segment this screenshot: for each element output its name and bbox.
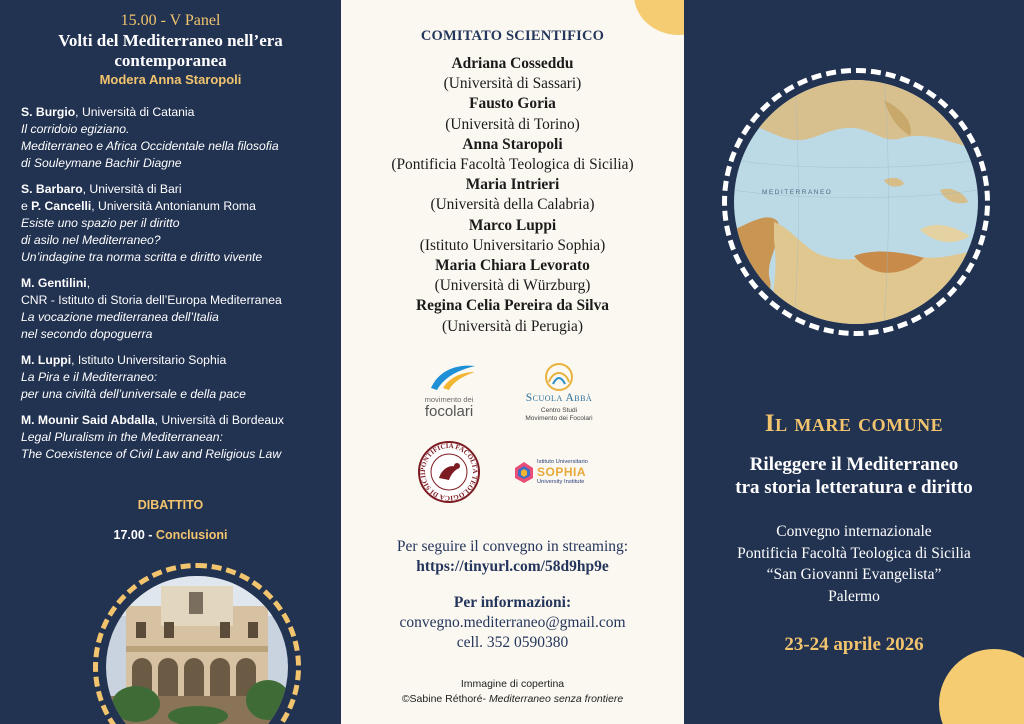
info-label: Per informazioni:	[453, 594, 572, 611]
talk-speaker: P. Cancelli	[31, 199, 92, 213]
sophia-top-text: Istituto Universitario	[537, 459, 588, 465]
focolari-logo	[409, 362, 489, 424]
talk-affiliation: CNR - Istituto di Storia dell’Europa Mediterranea	[21, 293, 282, 307]
pontificia-facolta-seal	[417, 440, 481, 504]
talk-title-line: Un’indagine tra norma scritta e diritto vivente	[21, 250, 263, 264]
sophia-logo	[513, 456, 613, 490]
credit-author: ©Sabine Réthoré-	[401, 693, 489, 705]
talk-affiliation: ,	[86, 276, 91, 290]
map-label: MEDITERRANEO	[762, 189, 833, 196]
talk-speaker: M. Gentilini	[21, 276, 87, 290]
talk-title-line: di asilo nel Mediterraneo?	[21, 233, 161, 247]
talk-affiliation: , Istituto Universitario Sophia	[71, 353, 227, 367]
subtitle-line2: tra storia letteratura e diritto	[735, 477, 973, 498]
talk-affiliation: , Università di Bordeaux	[154, 413, 285, 427]
talk-speaker: S. Burgio	[21, 105, 76, 119]
talk-title-line: Mediterraneo e Africa Occidentale nella filosofia	[21, 139, 279, 153]
scuola-abba-logo	[509, 362, 609, 428]
committee-list	[341, 54, 684, 337]
abba-subtitle: Movimento dei Focolari	[525, 415, 593, 422]
event-dates: 23-24 aprile 2026	[784, 634, 924, 655]
member-affiliation: (Università di Sassari)	[443, 75, 582, 93]
focolari-swoosh-icon	[409, 362, 489, 392]
talk-title-line: Il corridoio egiziano.	[21, 122, 130, 136]
streaming-info	[341, 537, 684, 577]
contact-email[interactable]: convegno.mediterraneo@gmail.com	[399, 614, 626, 631]
talk-title-line: La vocazione mediterranea dell’Italia	[21, 310, 219, 324]
conclusioni-time: 17.00 -	[113, 528, 156, 542]
seal-text: PONTIFICIA FACOLTÀ TEOLOGICA DI SICIL	[418, 441, 480, 503]
event-subtitle	[684, 453, 1024, 499]
committee-heading: COMITATO SCIENTIFICO	[420, 28, 605, 44]
panel-title-line2: contemporanea	[114, 51, 227, 70]
panel-time: 15.00 - V Panel	[120, 12, 221, 29]
member-affiliation: (Università di Torino)	[445, 115, 580, 133]
talk-item	[21, 275, 333, 343]
talk-item	[21, 352, 333, 403]
streaming-label: Per seguire il convegno in streaming:	[396, 538, 629, 555]
talk-affiliation: , Università Antonianum Roma	[91, 199, 256, 213]
panel-title-line1: Volti del Mediterraneo nell’era	[58, 31, 283, 50]
abba-subtitle: Centro Studi	[540, 407, 578, 414]
sophia-bottom-text: University Institute	[537, 479, 585, 485]
talk-affiliation: , Università di Catania	[75, 105, 195, 119]
member-affiliation: (Università di Würzburg)	[434, 277, 591, 295]
credit-label: Immagine di copertina	[460, 678, 565, 690]
talk-title-line: nel secondo dopoguerra	[21, 327, 153, 341]
talk-item	[21, 181, 333, 266]
talk-title-line: per una civiltà dell’universale e della pace	[21, 387, 246, 401]
gold-circle-decoration	[939, 649, 1024, 724]
conclusioni-label: Conclusioni	[155, 528, 228, 542]
talk-speaker: S. Barbaro	[21, 182, 83, 196]
member-affiliation: (Università di Perugia)	[441, 317, 584, 335]
mediterranean-map	[734, 80, 978, 324]
member-affiliation: (Istituto Universitario Sophia)	[419, 236, 606, 254]
talk-title-line: The Coexistence of Civil Law and Religious Law	[21, 447, 282, 461]
member-name: Anna Staropoli	[462, 135, 563, 153]
member-name: Maria Chiara Levorato	[435, 257, 590, 275]
member-name: Maria Intrieri	[465, 176, 560, 194]
panel-title	[20, 31, 321, 71]
contact-info	[341, 593, 684, 653]
talk-title-line: di Souleymane Bachir Diagne	[21, 156, 182, 170]
talk-speaker-connector: e	[21, 199, 32, 213]
conclusioni-line	[0, 528, 341, 542]
contact-phone: cell. 352 0590380	[456, 634, 569, 651]
member-name: Fausto Goria	[469, 95, 556, 113]
member-name: Regina Celia Pereira da Silva	[416, 297, 609, 315]
talk-affiliation: , Università di Bari	[82, 182, 182, 196]
talk-speaker: M. Luppi	[21, 353, 72, 367]
program-panel	[0, 0, 341, 724]
member-affiliation: (Università della Calabria)	[430, 196, 595, 214]
talk-item	[21, 412, 333, 463]
member-name: Adriana Cosseddu	[451, 55, 574, 72]
member-affiliation: (Pontificia Facoltà Teologica di Sicilia)	[391, 156, 634, 174]
dibattito-label: DIBATTITO	[137, 498, 204, 512]
focolari-small-text: movimento dei	[424, 395, 474, 404]
focolari-big-text: focolari	[424, 403, 474, 420]
talk-title-line: Legal Pluralism in the Mediterranean:	[21, 430, 223, 444]
talk-speaker: M. Mounir Said Abdalla	[21, 413, 155, 427]
venue-line: “San Giovanni Evangelista”	[766, 566, 942, 583]
sophia-emblem-icon	[513, 460, 535, 484]
event-venue	[684, 521, 1024, 607]
committee-panel	[341, 0, 684, 724]
abba-title: Scuola Abbà	[525, 392, 593, 404]
member-name: Marco Luppi	[468, 216, 557, 234]
talk-title-line: La Pira e il Mediterraneo:	[21, 370, 158, 384]
streaming-link[interactable]: https://tinyurl.com/58d9hp9e	[416, 558, 609, 575]
image-credit	[341, 677, 684, 707]
credit-work: Mediterraneo senza frontiere	[488, 693, 624, 705]
venue-line: Palermo	[828, 587, 880, 605]
panel-moderator: Modera Anna Staropoli	[99, 72, 242, 87]
event-title: Il mare comune	[764, 410, 944, 437]
talk-title-line: Esiste uno spazio per il diritto	[21, 216, 180, 230]
subtitle-line1: Rileggere il Mediterraneo	[749, 454, 959, 475]
venue-line: Pontificia Facoltà Teologica di Sicilia	[737, 544, 971, 562]
talk-item	[21, 104, 333, 172]
cover-panel	[684, 0, 1024, 724]
sophia-name: SOPHIA	[537, 465, 587, 479]
abba-emblem-icon	[509, 362, 609, 392]
talk-list	[21, 104, 333, 472]
venue-line: Convegno internazionale	[776, 523, 932, 540]
